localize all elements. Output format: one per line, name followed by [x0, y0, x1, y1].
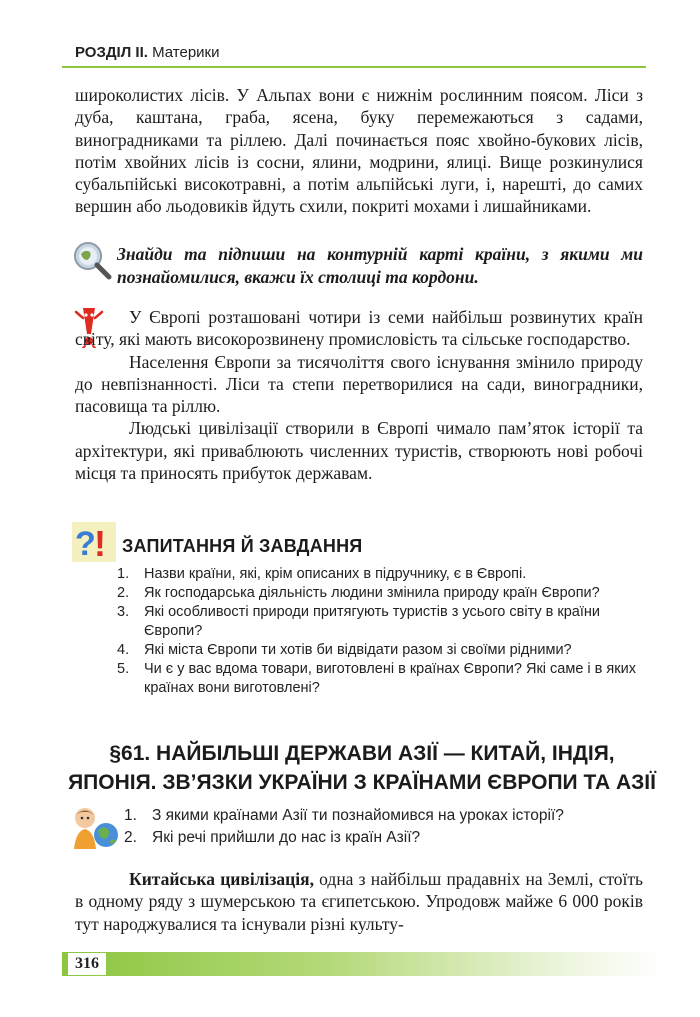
- china-paragraph-block: [75, 868, 643, 935]
- question-text: Які особливості природи притягують туристів з усього світу в країни Європи?: [144, 604, 600, 639]
- recall-questions-list: [124, 805, 564, 849]
- recall-number: 1.: [124, 807, 137, 824]
- important-block: [75, 306, 643, 484]
- question-text: Назви країни, які, крім описаних в підручнику, є в Європі.: [144, 566, 527, 582]
- intro-paragraph: широколистих лісів. У Альпах вони є нижнім рослинним поясом. Ліси з дуба, каштана, граба, ясена, буку перемежаються з садами, виноградниками та ріллею. Далі починається пояс хвойно-букових лісів, потім хвойних лісів із сосни, ялини, модрини, ялиці. Вище розкинулися субальпійські високотравні, а потім альпійські луги, і, нарешті, до самих вершин або льодовиків йдуть схили, покриті мохами і лишайниками.: [75, 85, 643, 217]
- magnifier-globe-icon: [73, 240, 113, 284]
- chapter-header: [75, 44, 219, 61]
- question-item: [117, 565, 647, 584]
- question-number: 1.: [117, 566, 130, 582]
- important-paragraph-1: У Європі розташовані чотири із семи найбільш розвинутих країн світу, які мають високорозвинену промисловість та сільське господарство.: [75, 307, 643, 350]
- recall-text: Які речі прийшли до нас із країн Азії?: [152, 829, 421, 846]
- china-paragraph: [75, 868, 643, 935]
- important-paragraph-3: Людські цивілізації створили в Європі чимало пам’яток історії та архітектури, які приваблюють численних туристів, створюють нові робочі місця та приносять прибуток державам.: [75, 418, 643, 484]
- recall-number: 2.: [124, 829, 137, 846]
- page-number: 316: [68, 953, 106, 975]
- svg-text:!: !: [94, 523, 106, 562]
- question-item: [117, 603, 647, 641]
- question-item: [117, 660, 647, 698]
- question-text: Чи є у вас вдома товари, виготовлені в країнах Європи? Які саме і в яких країнах вони виготовлені?: [144, 661, 636, 696]
- important-paragraph-2: Населення Європи за тисячоліття свого існування змінило природу до невпізнанності. Ліси та степи перетворилися на сади, виноградники, пасовища та ріллю.: [75, 351, 643, 417]
- task-block: [117, 243, 643, 288]
- recall-item: [124, 805, 564, 827]
- recall-item: [124, 827, 564, 849]
- question-exclamation-icon: [72, 522, 116, 566]
- china-text: одна з найбільш прадавніх на Землі, стоїть в одному ряду з шумерською та єгипетською. Упродовж майже 6 000 років тут народжувалися та існували різні культу-: [75, 869, 644, 934]
- question-item: [117, 641, 647, 660]
- question-number: 5.: [117, 661, 130, 677]
- student-globe-icon: [70, 805, 120, 855]
- question-number: 3.: [117, 604, 130, 620]
- questions-list: [117, 565, 647, 698]
- question-number: 4.: [117, 642, 130, 658]
- section-title-line-1: §61. НАЙБІЛЬШІ ДЕРЖАВИ АЗІЇ — КИТАЙ, ІНДІЯ,: [109, 742, 615, 765]
- intro-paragraph-block: [75, 84, 643, 218]
- task-text: Знайди та підпиши на контурній карті країни, з якими ми познайомилися, вкажи їх столиці та кордони.: [117, 244, 643, 287]
- question-text: Як господарська діяльність людини змінила природу країн Європи?: [144, 585, 600, 601]
- recall-text: З якими країнами Азії ти познайомився на уроках історії?: [152, 807, 564, 824]
- header-divider: [62, 66, 646, 68]
- question-number: 2.: [117, 585, 130, 601]
- chapter-name: Материки: [152, 44, 220, 61]
- question-item: [117, 584, 647, 603]
- china-term: Китайська цивілізація,: [129, 869, 314, 889]
- footer-bar: [62, 952, 662, 976]
- svg-text:?: ?: [75, 525, 96, 562]
- question-text: Які міста Європи ти хотів би відвідати разом зі своїми рідними?: [144, 642, 572, 658]
- section-title-line-2: ЯПОНІЯ. ЗВ’ЯЗКИ УКРАЇНИ З КРАЇНАМИ ЄВРОПИ ТА АЗІЇ: [68, 771, 656, 794]
- questions-heading: ЗАПИТАННЯ Й ЗАВДАННЯ: [122, 536, 363, 556]
- chapter-label: РОЗДІЛ ІІ.: [75, 44, 148, 61]
